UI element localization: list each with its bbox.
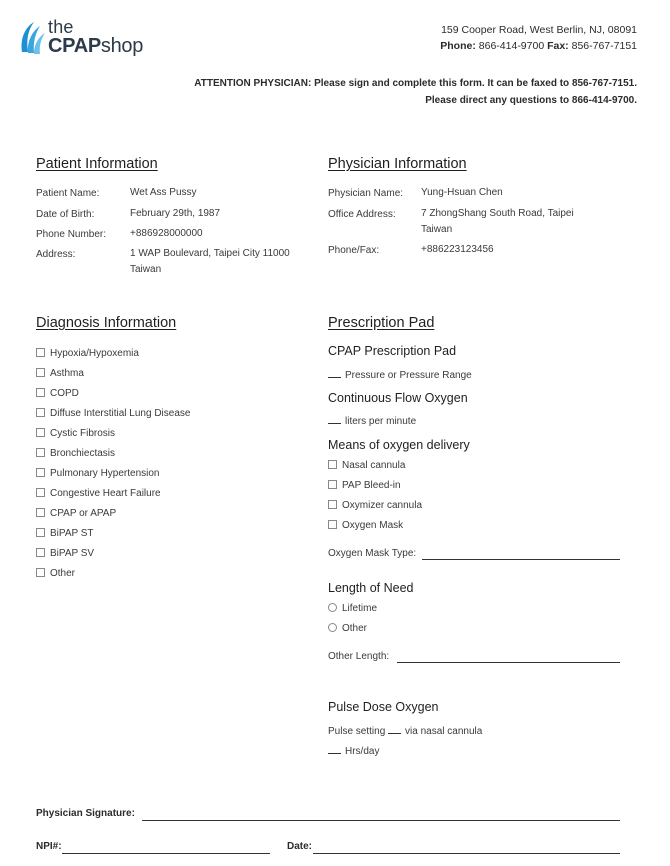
patient-address-value (130, 246, 290, 278)
company-fax: 856-767-7151 (571, 40, 637, 52)
dob-value: February 29th, 1987 (130, 208, 221, 219)
mask-type-label: Oxygen Mask Type: (328, 548, 417, 559)
pulse-dose-heading: Pulse Dose Oxygen (328, 700, 439, 714)
diagnosis-option[interactable] (36, 468, 160, 482)
other-length-input[interactable] (397, 662, 620, 663)
patient-name-value: Wet Ass Pussy (130, 187, 197, 198)
office-address-label: Office Address: (328, 209, 396, 220)
checkbox[interactable] (36, 468, 45, 477)
dob-label: Date of Birth: (36, 209, 95, 220)
diagnosis-option-label: Congestive Heart Failure (50, 488, 161, 499)
pressure-blank[interactable] (328, 377, 341, 378)
pressure-label: Pressure or Pressure Range (345, 370, 472, 381)
diagnosis-option[interactable] (36, 388, 79, 402)
pulse-via-label: via nasal cannula (405, 726, 483, 737)
means-option[interactable] (328, 460, 405, 471)
company-phone: 866-414-9700 (478, 40, 545, 52)
attention-notice (194, 75, 637, 109)
attention-line-2: Please direct any questions to 866-414-9700. (425, 95, 637, 106)
continuous-flow-heading: Continuous Flow Oxygen (328, 391, 468, 405)
hrs-day-blank[interactable] (328, 753, 341, 754)
diagnosis-option[interactable] (36, 508, 116, 522)
checkbox[interactable] (36, 348, 45, 357)
checkbox[interactable] (36, 528, 45, 537)
date-label: Date: (287, 841, 313, 852)
patient-phone-label: Phone Number: (36, 229, 107, 240)
physician-phone-value: +886223123456 (421, 244, 494, 255)
physician-info-title: Physician Information (328, 156, 467, 172)
physician-name-value: Yung-Hsuan Chen (421, 187, 503, 198)
company-contact (440, 38, 637, 54)
patient-address-line-1: 1 WAP Boulevard, Taipei City 11000 (130, 248, 290, 259)
physician-name-label: Physician Name: (328, 188, 404, 199)
prescription-pad-title: Prescription Pad (328, 315, 435, 331)
diagnosis-option-label: COPD (50, 388, 79, 399)
diagnosis-option[interactable] (36, 548, 94, 562)
diagnosis-option[interactable] (36, 488, 161, 502)
patient-address-label: Address: (36, 249, 76, 260)
diagnosis-option-label: Other (50, 568, 76, 579)
patient-name-label: Patient Name: (36, 188, 100, 199)
diagnosis-option[interactable] (36, 408, 190, 422)
diagnosis-option-label: BiPAP SV (50, 548, 95, 559)
checkbox[interactable] (36, 548, 45, 557)
date-input[interactable] (313, 853, 620, 854)
wave-logo-icon (18, 20, 46, 56)
logo-text-cpap (48, 35, 143, 58)
need-option-label: Lifetime (342, 603, 378, 614)
diagnosis-option-label: Asthma (50, 368, 84, 379)
radio-button[interactable] (328, 623, 337, 632)
means-option[interactable] (328, 500, 422, 511)
patient-address-line-2: Taiwan (130, 264, 162, 275)
means-option-label: PAP Bleed-in (342, 480, 401, 491)
diagnosis-option-label: Pulmonary Hypertension (50, 468, 160, 479)
diagnosis-option[interactable] (36, 568, 75, 582)
diagnosis-info-title: Diagnosis Information (36, 315, 177, 331)
checkbox[interactable] (36, 448, 45, 457)
lpm-blank[interactable] (328, 423, 341, 424)
checkbox[interactable] (36, 428, 45, 437)
pressure-field[interactable] (328, 370, 472, 381)
patient-phone-value: +886928000000 (130, 228, 203, 239)
need-option[interactable] (328, 603, 377, 614)
checkbox[interactable] (36, 488, 45, 497)
logo-text-the: the (48, 17, 74, 37)
diagnosis-option-label: Hypoxia/Hypoxemia (50, 348, 139, 359)
checkbox[interactable] (36, 408, 45, 417)
diagnosis-option-label: Diffuse Interstitial Lung Disease (50, 408, 191, 419)
diagnosis-option-label: BiPAP ST (50, 528, 94, 539)
checkbox[interactable] (328, 520, 337, 529)
npi-label: NPI#: (36, 841, 62, 852)
diagnosis-option[interactable] (36, 348, 139, 362)
phone-label: Phone: (440, 40, 476, 52)
lpm-label: liters per minute (345, 416, 417, 427)
npi-input[interactable] (62, 853, 270, 854)
office-address-line-2: Taiwan (421, 224, 453, 235)
hrs-day-field[interactable] (328, 746, 379, 757)
mask-type-input[interactable] (422, 559, 620, 560)
office-address-value (421, 206, 574, 238)
physician-phone-label: Phone/Fax: (328, 245, 380, 256)
cpap-prescription-heading: CPAP Prescription Pad (328, 344, 457, 358)
checkbox[interactable] (328, 500, 337, 509)
means-option[interactable] (328, 480, 401, 491)
means-option-label: Nasal cannula (342, 460, 406, 471)
checkbox[interactable] (36, 508, 45, 517)
need-option[interactable] (328, 623, 367, 634)
checkbox[interactable] (36, 368, 45, 377)
logo-cpap-word: CPAP (48, 35, 101, 57)
means-delivery-heading: Means of oxygen delivery (328, 438, 470, 452)
length-of-need-heading: Length of Need (328, 581, 414, 595)
company-logo (18, 16, 158, 60)
means-option-label: Oxygen Mask (342, 520, 404, 531)
physician-signature-input[interactable] (142, 820, 620, 821)
need-option-label: Other (342, 623, 368, 634)
checkbox[interactable] (328, 460, 337, 469)
other-length-label: Other Length: (328, 651, 390, 662)
means-option-label: Oxymizer cannula (342, 500, 423, 511)
radio-button[interactable] (328, 603, 337, 612)
fax-label: Fax: (547, 40, 569, 52)
physician-signature-label: Physician Signature: (36, 808, 135, 819)
pulse-setting-blank[interactable] (388, 733, 401, 734)
means-option[interactable] (328, 520, 403, 531)
pulse-setting-field[interactable] (328, 726, 482, 737)
diagnosis-option[interactable] (36, 448, 115, 462)
patient-info-title: Patient Information (36, 156, 158, 172)
checkbox[interactable] (328, 480, 337, 489)
diagnosis-option-label: Bronchiectasis (50, 448, 116, 459)
checkbox[interactable] (36, 388, 45, 397)
attention-line-1: ATTENTION PHYSICIAN: Please sign and complete this form. It can be faxed to 856-767-7151. (194, 78, 637, 89)
lpm-field[interactable] (328, 416, 416, 427)
pulse-setting-label: Pulse setting (328, 726, 386, 737)
checkbox[interactable] (36, 568, 45, 577)
diagnosis-option[interactable] (36, 368, 84, 382)
office-address-line-1: 7 ZhongShang South Road, Taipei (421, 208, 574, 219)
diagnosis-option[interactable] (36, 528, 94, 542)
hrs-day-label: Hrs/day (345, 746, 380, 757)
company-address: 159 Cooper Road, West Berlin, NJ, 08091 (441, 24, 637, 36)
diagnosis-option-label: CPAP or APAP (50, 508, 117, 519)
diagnosis-option[interactable] (36, 428, 115, 442)
logo-shop-word: shop (100, 35, 144, 57)
company-address-block (440, 22, 637, 54)
diagnosis-option-label: Cystic Fibrosis (50, 428, 116, 439)
